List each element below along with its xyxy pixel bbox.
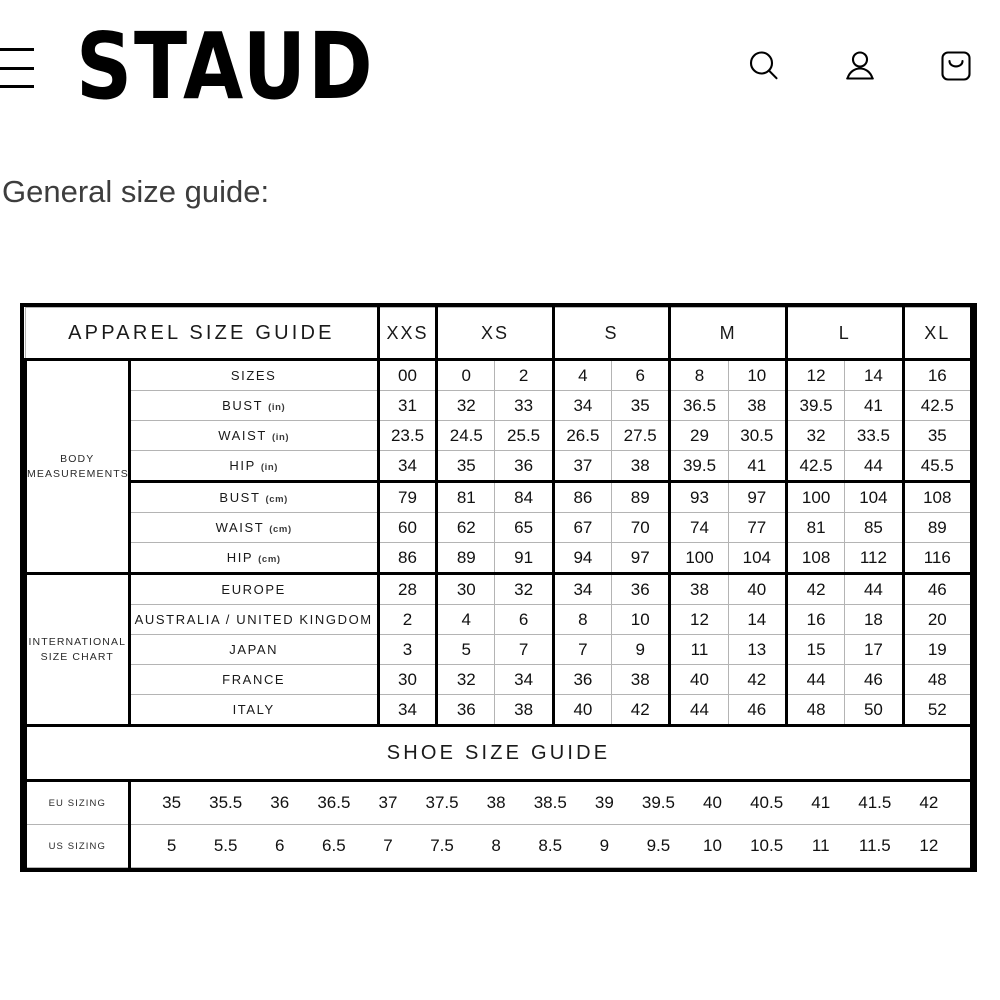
shoe-value: 37 bbox=[378, 793, 398, 812]
value-cell: 6 bbox=[612, 360, 670, 391]
value-cell: 93 bbox=[670, 482, 728, 513]
row-label: BUST (in) bbox=[129, 391, 378, 421]
shoe-value: 6.5 bbox=[322, 836, 346, 855]
value-cell: 30 bbox=[378, 665, 436, 695]
shoe-value: 40 bbox=[703, 793, 722, 812]
shoe-value: 39 bbox=[594, 793, 614, 812]
value-cell: 77 bbox=[728, 513, 786, 543]
value-cell: 46 bbox=[845, 665, 903, 695]
value-cell: 48 bbox=[903, 665, 971, 695]
value-cell: 4 bbox=[437, 605, 495, 635]
value-cell: 85 bbox=[845, 513, 903, 543]
value-cell: 97 bbox=[612, 543, 670, 574]
value-cell: 89 bbox=[903, 513, 971, 543]
shoe-value: 38 bbox=[486, 793, 506, 812]
value-cell: 38 bbox=[728, 391, 786, 421]
shoe-value: 12 bbox=[919, 836, 939, 855]
row-label: JAPAN bbox=[129, 635, 378, 665]
shoe-value: 10 bbox=[703, 836, 722, 855]
value-cell: 84 bbox=[495, 482, 553, 513]
table-row bbox=[26, 605, 972, 635]
table-row bbox=[26, 695, 972, 726]
value-cell: 100 bbox=[670, 543, 728, 574]
value-cell: 0 bbox=[437, 360, 495, 391]
value-cell: 50 bbox=[845, 695, 903, 726]
table-row bbox=[26, 360, 972, 391]
value-cell: 30 bbox=[437, 574, 495, 605]
row-label: HIP (cm) bbox=[129, 543, 378, 574]
value-cell: 36.5 bbox=[670, 391, 728, 421]
value-cell: 44 bbox=[845, 574, 903, 605]
value-cell: 33.5 bbox=[845, 421, 903, 451]
row-label: FRANCE bbox=[129, 665, 378, 695]
value-cell: 34 bbox=[495, 665, 553, 695]
header-actions bbox=[742, 42, 978, 90]
shoe-value: 9 bbox=[599, 836, 610, 855]
table-row bbox=[26, 665, 972, 695]
brand-logo[interactable]: STAUD bbox=[76, 14, 375, 121]
value-cell: 44 bbox=[670, 695, 728, 726]
account-icon[interactable] bbox=[838, 42, 882, 90]
shoe-value: 36.5 bbox=[317, 793, 351, 812]
shoe-value: 6 bbox=[275, 836, 285, 855]
value-cell: 7 bbox=[495, 635, 553, 665]
value-cell: 81 bbox=[786, 513, 844, 543]
value-cell: 2 bbox=[378, 605, 436, 635]
shoe-value: 41.5 bbox=[858, 793, 892, 812]
value-cell: 42.5 bbox=[903, 391, 971, 421]
value-cell: 62 bbox=[437, 513, 495, 543]
value-cell: 52 bbox=[903, 695, 971, 726]
value-cell: 7 bbox=[553, 635, 611, 665]
table-row bbox=[26, 482, 972, 513]
value-cell: 5 bbox=[437, 635, 495, 665]
value-cell: 3 bbox=[378, 635, 436, 665]
value-cell: 100 bbox=[786, 482, 844, 513]
value-cell: 104 bbox=[845, 482, 903, 513]
value-cell: 45.5 bbox=[903, 451, 971, 482]
shoe-value: 41 bbox=[811, 793, 831, 812]
value-cell: 89 bbox=[437, 543, 495, 574]
shopping-bag-icon[interactable] bbox=[934, 42, 978, 90]
value-cell: 16 bbox=[903, 360, 971, 391]
value-cell: 32 bbox=[786, 421, 844, 451]
value-cell: 17 bbox=[845, 635, 903, 665]
shoe-value-strip bbox=[129, 781, 971, 825]
shoe-value: 5.5 bbox=[213, 836, 238, 855]
row-label: BUST (cm) bbox=[129, 482, 378, 513]
value-cell: 38 bbox=[612, 451, 670, 482]
value-cell: 44 bbox=[786, 665, 844, 695]
value-cell: 74 bbox=[670, 513, 728, 543]
value-cell: 8 bbox=[670, 360, 728, 391]
value-cell: 10 bbox=[612, 605, 670, 635]
shoe-value: 5 bbox=[166, 836, 177, 855]
value-cell: 11 bbox=[670, 635, 728, 665]
value-cell: 35 bbox=[612, 391, 670, 421]
value-cell: 23.5 bbox=[378, 421, 436, 451]
size-guide-table bbox=[20, 303, 977, 872]
table-row bbox=[26, 543, 972, 574]
shoe-value: 40.5 bbox=[750, 793, 784, 812]
size-group-header: XXS bbox=[378, 308, 436, 360]
table-row bbox=[26, 451, 972, 482]
table-row bbox=[26, 391, 972, 421]
value-cell: 30.5 bbox=[728, 421, 786, 451]
value-cell: 79 bbox=[378, 482, 436, 513]
value-cell: 36 bbox=[437, 695, 495, 726]
section-category-label: BODY MEASUREMENTS bbox=[26, 360, 130, 574]
value-cell: 27.5 bbox=[612, 421, 670, 451]
value-cell: 48 bbox=[786, 695, 844, 726]
value-cell: 26.5 bbox=[553, 421, 611, 451]
table-row bbox=[26, 574, 972, 605]
value-cell: 70 bbox=[612, 513, 670, 543]
row-label: WAIST (cm) bbox=[129, 513, 378, 543]
search-icon[interactable] bbox=[742, 42, 786, 90]
value-cell: 18 bbox=[845, 605, 903, 635]
value-cell: 42 bbox=[612, 695, 670, 726]
size-group-header: XL bbox=[903, 308, 971, 360]
value-cell: 112 bbox=[845, 543, 903, 574]
value-cell: 38 bbox=[495, 695, 553, 726]
value-cell: 33 bbox=[495, 391, 553, 421]
value-cell: 44 bbox=[845, 451, 903, 482]
shoe-value: 7 bbox=[383, 836, 393, 855]
value-cell: 32 bbox=[495, 574, 553, 605]
size-group-header: XS bbox=[437, 308, 554, 360]
value-cell: 36 bbox=[553, 665, 611, 695]
value-cell: 34 bbox=[553, 574, 611, 605]
value-cell: 35 bbox=[437, 451, 495, 482]
row-label: WAIST (in) bbox=[129, 421, 378, 451]
value-cell: 4 bbox=[553, 360, 611, 391]
shoe-value: 37.5 bbox=[425, 793, 459, 812]
row-label: ITALY bbox=[129, 695, 378, 726]
value-cell: 65 bbox=[495, 513, 553, 543]
value-cell: 108 bbox=[786, 543, 844, 574]
value-cell: 89 bbox=[612, 482, 670, 513]
hamburger-line bbox=[0, 67, 34, 70]
size-group-header: M bbox=[670, 308, 787, 360]
value-cell: 94 bbox=[553, 543, 611, 574]
table-row bbox=[26, 513, 972, 543]
value-cell: 6 bbox=[495, 605, 553, 635]
value-cell: 108 bbox=[903, 482, 971, 513]
shoe-value: 10.5 bbox=[750, 836, 784, 855]
value-cell: 00 bbox=[378, 360, 436, 391]
value-cell: 12 bbox=[670, 605, 728, 635]
shoe-value: 39.5 bbox=[641, 793, 675, 812]
value-cell: 46 bbox=[903, 574, 971, 605]
value-cell: 15 bbox=[786, 635, 844, 665]
section-category-label: INTERNATIONAL SIZE CHART bbox=[26, 574, 130, 726]
table-row bbox=[26, 421, 972, 451]
shoe-value: 9.5 bbox=[646, 836, 671, 855]
value-cell: 42.5 bbox=[786, 451, 844, 482]
value-cell: 36 bbox=[495, 451, 553, 482]
value-cell: 16 bbox=[786, 605, 844, 635]
value-cell: 40 bbox=[670, 665, 728, 695]
value-cell: 10 bbox=[728, 360, 786, 391]
value-cell: 36 bbox=[612, 574, 670, 605]
shoe-value-strip bbox=[129, 825, 971, 868]
value-cell: 32 bbox=[437, 665, 495, 695]
shoe-row-label: EU SIZING bbox=[26, 781, 130, 825]
value-cell: 31 bbox=[378, 391, 436, 421]
shoe-value: 35.5 bbox=[209, 793, 243, 812]
size-group-header: L bbox=[786, 308, 903, 360]
value-cell: 34 bbox=[553, 391, 611, 421]
value-cell: 12 bbox=[786, 360, 844, 391]
value-cell: 40 bbox=[553, 695, 611, 726]
shoe-size-guide-title: SHOE SIZE GUIDE bbox=[26, 726, 972, 781]
shoe-value: 35 bbox=[162, 793, 182, 812]
value-cell: 86 bbox=[378, 543, 436, 574]
row-label: SIZES bbox=[129, 360, 378, 391]
value-cell: 104 bbox=[728, 543, 786, 574]
value-cell: 29 bbox=[670, 421, 728, 451]
value-cell: 41 bbox=[728, 451, 786, 482]
value-cell: 86 bbox=[553, 482, 611, 513]
value-cell: 91 bbox=[495, 543, 553, 574]
value-cell: 38 bbox=[670, 574, 728, 605]
value-cell: 39.5 bbox=[670, 451, 728, 482]
value-cell: 81 bbox=[437, 482, 495, 513]
shoe-value: 38.5 bbox=[533, 793, 567, 812]
hamburger-menu-icon[interactable] bbox=[0, 48, 34, 88]
value-cell: 28 bbox=[378, 574, 436, 605]
value-cell: 25.5 bbox=[495, 421, 553, 451]
size-group-header: S bbox=[553, 308, 670, 360]
shoe-size-row bbox=[26, 781, 972, 825]
shoe-value: 7.5 bbox=[430, 836, 454, 855]
site-header bbox=[0, 0, 1000, 148]
table-header-row bbox=[26, 308, 972, 360]
value-cell: 37 bbox=[553, 451, 611, 482]
shoe-row-label: US SIZING bbox=[26, 825, 130, 868]
value-cell: 13 bbox=[728, 635, 786, 665]
value-cell: 34 bbox=[378, 695, 436, 726]
hamburger-line bbox=[0, 48, 34, 51]
page-title: General size guide: bbox=[2, 174, 270, 209]
shoe-size-row bbox=[26, 825, 972, 868]
shoe-value: 42 bbox=[919, 793, 939, 812]
shoe-value: 8 bbox=[491, 836, 501, 855]
value-cell: 19 bbox=[903, 635, 971, 665]
value-cell: 2 bbox=[495, 360, 553, 391]
value-cell: 35 bbox=[903, 421, 971, 451]
value-cell: 14 bbox=[845, 360, 903, 391]
value-cell: 20 bbox=[903, 605, 971, 635]
shoe-value: 8.5 bbox=[538, 836, 563, 855]
value-cell: 67 bbox=[553, 513, 611, 543]
row-label: HIP (in) bbox=[129, 451, 378, 482]
value-cell: 116 bbox=[903, 543, 971, 574]
value-cell: 39.5 bbox=[786, 391, 844, 421]
value-cell: 38 bbox=[612, 665, 670, 695]
row-label: EUROPE bbox=[129, 574, 378, 605]
shoe-value: 11.5 bbox=[858, 836, 891, 855]
value-cell: 9 bbox=[612, 635, 670, 665]
value-cell: 8 bbox=[553, 605, 611, 635]
shoe-value: 36 bbox=[270, 793, 290, 812]
row-label: AUSTRALIA / UNITED KINGDOM bbox=[129, 605, 378, 635]
table-row bbox=[26, 635, 972, 665]
apparel-size-guide-title: APPAREL SIZE GUIDE bbox=[26, 308, 379, 360]
hamburger-line bbox=[0, 85, 34, 88]
value-cell: 34 bbox=[378, 451, 436, 482]
value-cell: 40 bbox=[728, 574, 786, 605]
value-cell: 42 bbox=[786, 574, 844, 605]
value-cell: 24.5 bbox=[437, 421, 495, 451]
value-cell: 97 bbox=[728, 482, 786, 513]
value-cell: 14 bbox=[728, 605, 786, 635]
value-cell: 42 bbox=[728, 665, 786, 695]
value-cell: 41 bbox=[845, 391, 903, 421]
value-cell: 32 bbox=[437, 391, 495, 421]
value-cell: 46 bbox=[728, 695, 786, 726]
shoe-size-guide-title-row bbox=[26, 726, 972, 781]
value-cell: 60 bbox=[378, 513, 436, 543]
shoe-value: 11 bbox=[811, 836, 830, 855]
